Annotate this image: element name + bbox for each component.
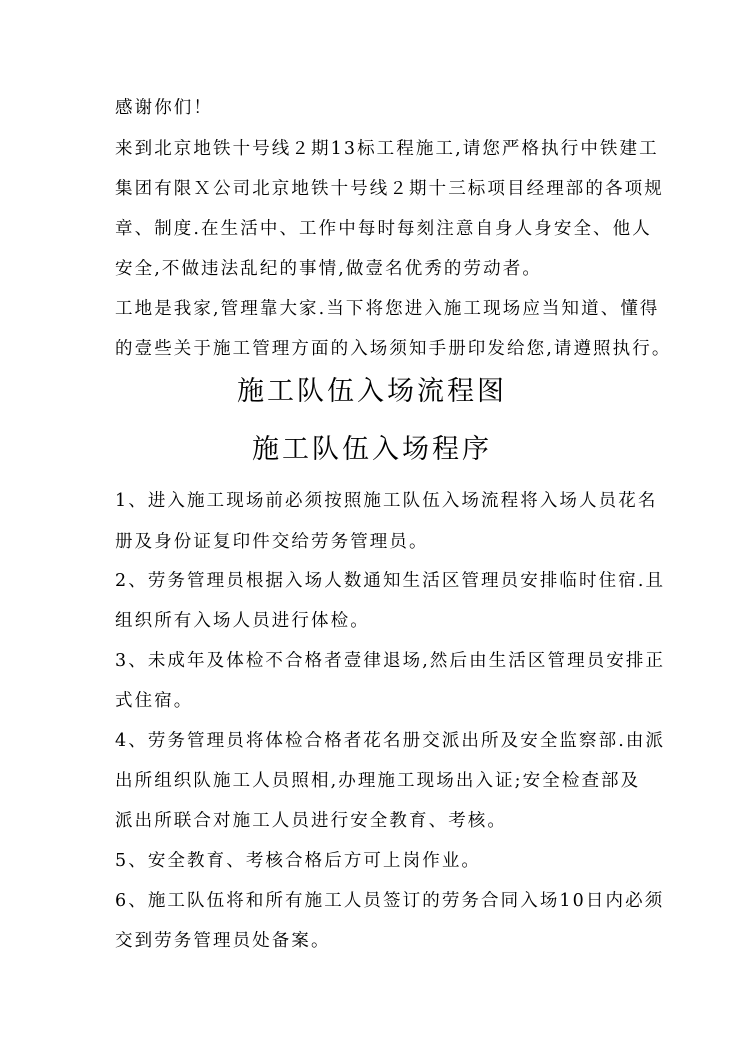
step-line: 3、未成年及体检不合格者壹律退场,然后由生活区管理员安排正 — [115, 651, 666, 671]
step-line: 出所组织队施工人员照相,办理施工现场出入证;安全检查部及 — [115, 771, 641, 791]
text-line: 的壹些关于施工管理方面的入场须知手册印发给您,请遵照执行。 — [115, 339, 672, 359]
text-line: 集团有限Ｘ公司北京地铁十号线２期十三标项目经理部的各项规 — [115, 179, 664, 199]
text-line: 来到北京地铁十号线２期13标工程施工,请您严格执行中铁建工 — [115, 139, 659, 159]
step-line: 5、安全教育、考核合格后方可上岗作业。 — [115, 851, 482, 871]
step-line: 1、进入施工现场前必须按照施工队伍入场流程将入场人员花名 — [115, 491, 658, 511]
text-line: 工地是我家,管理靠大家.当下将您进入施工现场应当知道、懂得 — [115, 299, 660, 319]
thanks-line: 感谢你们！ — [115, 98, 213, 118]
step-line: 组织所有入场人员进行体检。 — [115, 611, 370, 631]
procedure-heading: 施工队伍入场程序 — [252, 434, 492, 465]
step-line: 册及身份证复印件交给劳务管理员。 — [115, 532, 429, 552]
step-line: 式住宿。 — [115, 691, 194, 711]
step-line: 交到劳务管理员处备案。 — [115, 931, 331, 951]
text-line: 安全,不做违法乱纪的事情,做壹名优秀的劳动者。 — [115, 259, 542, 279]
flowchart-heading: 施工队伍入场流程图 — [237, 376, 507, 407]
step-line: 4、劳务管理员将体检合格者花名册交派出所及安全监察部.由派 — [115, 731, 666, 751]
step-line: 派出所联合对施工人员进行安全教育、考核。 — [115, 811, 507, 831]
text-line: 章、制度.在生活中、工作中每时每刻注意自身人身安全、他人 — [115, 219, 652, 239]
step-line: 6、施工队伍将和所有施工人员签订的劳务合同入场10日内必须 — [115, 891, 665, 911]
step-line: 2、劳务管理员根据入场人数通知生活区管理员安排临时住宿.且 — [115, 571, 666, 591]
